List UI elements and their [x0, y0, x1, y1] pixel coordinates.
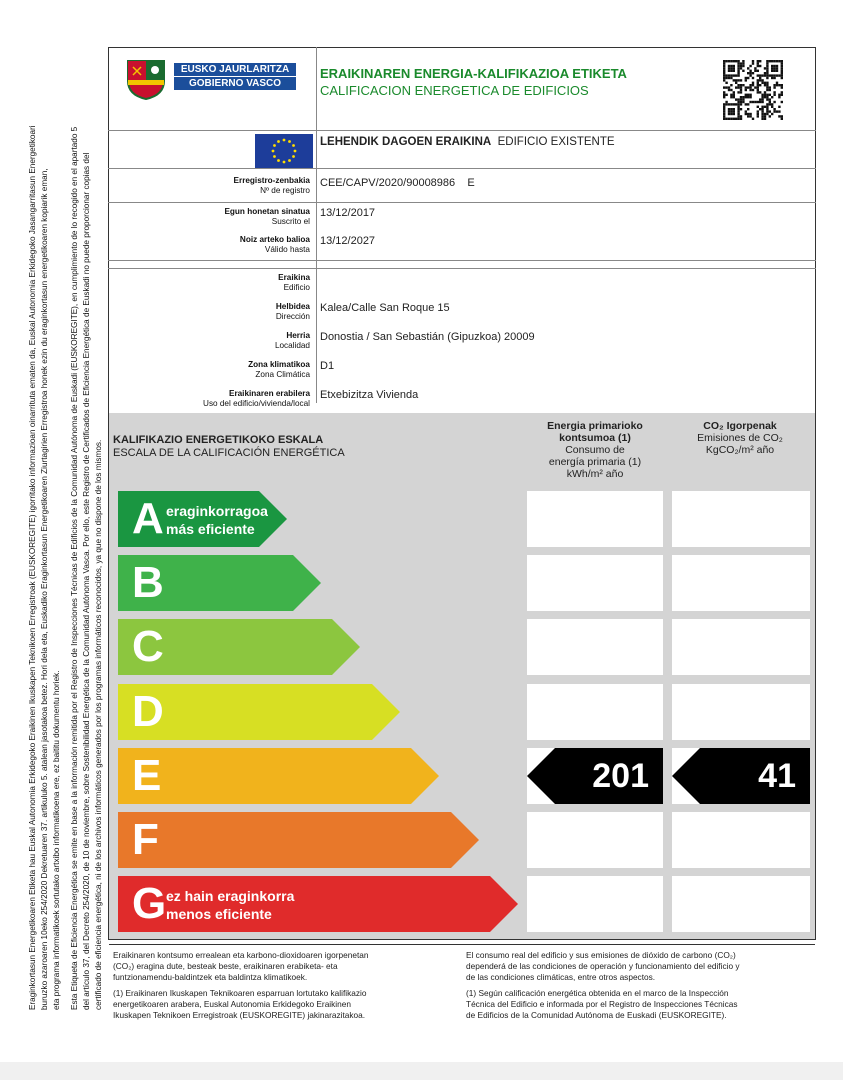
building-type-eu: LEHENDIK DAGOEN ERAIKINA — [320, 136, 492, 148]
shield-icon — [124, 57, 168, 101]
scale-bar-g — [118, 876, 518, 931]
scale-bar-f — [118, 812, 479, 867]
emissions-cell-e — [672, 748, 810, 804]
consumption-cell-g — [527, 876, 663, 932]
footer-es-line5: Técnica del Edificio e informada por el Registro de Inspecciones Técnicas — [466, 999, 738, 1009]
consumption-header-line5: kWh/m² año — [566, 468, 624, 480]
scale-letter-b: B — [132, 558, 164, 607]
scale-letter-c: C — [132, 622, 164, 671]
use-label-eu: Eraikinaren erabilera — [228, 389, 310, 398]
eu-flag-icon — [255, 134, 313, 168]
scale-letter-a: A — [132, 494, 164, 543]
divider — [108, 260, 816, 261]
climate-label-eu: Zona klimatikoa — [248, 360, 310, 369]
qr-code-icon — [719, 60, 787, 120]
bottom-strip — [0, 1062, 843, 1080]
scale-letter-g: G — [132, 879, 167, 928]
registry-label-es: Nº de registro — [260, 186, 310, 195]
scale-text-g-es: menos eficiente — [166, 906, 272, 922]
side-legal-text-eu-3: eta programa informatikoek sortutako artxibo informatikoena ere, ez baititu dokumentu horiek. — [52, 670, 61, 1010]
logo-line-2: GOBIERNO VASCO — [174, 77, 296, 90]
emissions-cell-d — [672, 684, 810, 740]
side-legal-text-eu-2: buruzko azaroaren 10eko 254/2020 Dekretuaren 37. artikuluko 5. atalean jasotakoa betez. Hori dela eta, Euskadiko Eraginkortasun Energetikoaren Ziurtagirien Erregistroa honek ezin du eraginkortasun energetikoaren kopiarik eman, — [40, 168, 49, 1010]
title-es: CALIFICACION ENERGETICA DE EDIFICIOS — [320, 83, 589, 98]
basque-government-logo — [124, 57, 300, 101]
valid-label-es: Válido hasta — [264, 245, 310, 254]
side-legal-text-es-2: del artículo 37, del Decreto 254/2020, de 10 de noviembre, sobre Sostenibilidad Energética de la Comunidad Autónoma Vasca. Por ello, este Registro de Certificados de Eficiencia Energética de Euskadi no puede proporcionar copias del — [82, 152, 91, 1010]
emissions-cell-g — [672, 876, 810, 932]
registry-value: CEE/CAPV/2020/90008986 — [320, 177, 456, 189]
column-divider — [316, 47, 317, 403]
address-label — [108, 302, 310, 324]
registry-label — [108, 176, 310, 198]
footer-es-line4: (1) Según calificación energética obtenida en el marco de la Inspección — [466, 988, 729, 998]
use-label-es: Uso del edificio/vivienda/local — [203, 399, 310, 408]
use-value: Etxebizitza Vivienda — [320, 389, 419, 401]
building-label — [108, 273, 310, 295]
locality-value: Donostia / San Sebastián (Gipuzkoa) 20009 — [320, 331, 535, 343]
emissions-cell-c — [672, 619, 810, 675]
consumption-cell-b — [527, 555, 663, 611]
scale-letter-e: E — [132, 751, 162, 800]
emissions-cell-f — [672, 812, 810, 868]
emissions-cell-a — [672, 491, 810, 547]
footer-es-line2: dependerá de las condiciones de operación y funcionamiento del edificio y — [466, 961, 740, 971]
side-legal-text-eu-1: Eraginkortasun Energetikoaren Etiketa hau Euskal Autonomia Erkidegoko Eraikinen Ikuskapen Teknikoen Erregistroak (EUSKOREGITE) igorritako informazioan oinarrituta ematen da, Euskal Autonomia Erkidegoko Jasangarritasun Energetikoari — [28, 125, 37, 1010]
side-legal-text-es-3: certificado de eficiencia energética, ni de los archivos informáticos generados por los programas informáticos reconocidos, ya que no dispone de los mismos. — [94, 439, 103, 1010]
climate-label-es: Zona Climática — [255, 370, 310, 379]
scale-bar-c — [118, 619, 360, 674]
address-label-eu: Helbidea — [275, 302, 310, 311]
consumption-cell-a — [527, 491, 663, 547]
consumption-header-line3: Consumo de — [565, 444, 625, 456]
consumption-value: 201 — [592, 757, 649, 795]
logo-line-1: EUSKO JAURLARITZA — [174, 63, 296, 76]
emissions-value: 41 — [758, 757, 796, 795]
emissions-header-line3: KgCO₂/m² año — [705, 444, 775, 456]
emissions-header-line2: Emisiones de CO₂ — [697, 432, 783, 444]
signed-label-es: Suscrito el — [271, 217, 310, 226]
locality-label-es: Localidad — [274, 341, 310, 350]
registry-suffix: E — [467, 177, 475, 189]
footer-eu-line2: (CO₂) eragina dute, besteak beste, eraikinaren erabiketa- eta — [113, 961, 338, 971]
locality-label-eu: Herria — [286, 331, 310, 340]
emissions-header — [670, 420, 810, 456]
scale-text-a-es: más eficiente — [166, 521, 255, 537]
scale-letter-f: F — [132, 815, 159, 864]
scale-bar-d — [118, 684, 400, 739]
consumption-header-line1: Energia primarioko — [547, 420, 643, 432]
footer-es-line6: de Edificios de la Comunidad Autónoma de Euskadi (EUSKOREGITE). — [466, 1010, 727, 1020]
registry-number — [320, 177, 475, 189]
consumption-cell-e — [527, 748, 663, 804]
footer-eu-line4: (1) Eraikinaren Ikuskapen Teknikoaren esparruan lortutako kalifikazio — [113, 988, 367, 998]
valid-date: 13/12/2027 — [320, 235, 376, 247]
building-type — [320, 136, 615, 148]
footer-es-line1: El consumo real del edificio y sus emisiones de dióxido de carbono (CO₂) — [466, 950, 736, 960]
divider — [108, 202, 816, 203]
scale-bar-a — [118, 491, 287, 546]
locality-label — [108, 331, 310, 353]
footer-eu-line5: energetikoaren arabera, Euskal Autonomia Erkidegoko Eraikinen — [113, 999, 351, 1009]
climate-value: D1 — [320, 360, 335, 372]
building-label-es: Edificio — [283, 283, 310, 292]
scale-bar-e — [118, 748, 439, 803]
scale-text-a-eu: eraginkorragoa — [166, 503, 268, 519]
climate-label — [108, 360, 310, 382]
scale-title-eu: KALIFIKAZIO ENERGETIKOKO ESKALA — [113, 434, 324, 446]
consumption-cell-f — [527, 812, 663, 868]
signed-date: 13/12/2017 — [320, 207, 376, 219]
consumption-cell-c — [527, 619, 663, 675]
footer-eu-line3: funtzionamendu-baldintzek eta baldintza klimatikoek. — [113, 972, 308, 982]
address-value: Kalea/Calle San Roque 15 — [320, 302, 450, 314]
side-legal-text-es-1: Esta Etiqueta de Eficiencia Energética se emite en base a la información remitida por el Registro de Inspecciones Técnicas de Edificios de la Comunidad Autónoma de Euskadi (EUSKOREGITE), en cumplimiento de lo recogido en el apartado 5 — [70, 126, 79, 1010]
valid-label — [108, 235, 310, 257]
building-label-eu: Eraikina — [278, 273, 310, 282]
signed-label-eu: Egun honetan sinatua — [224, 207, 310, 216]
scale-title-es: ESCALA DE LA CALIFICACIÓN ENERGÉTICA — [113, 447, 345, 459]
building-type-es: EDIFICIO EXISTENTE — [497, 136, 615, 148]
consumption-header — [527, 420, 663, 480]
emissions-cell-b — [672, 555, 810, 611]
scale-letter-d: D — [132, 687, 164, 736]
scale-bar-b — [118, 555, 321, 610]
divider — [108, 268, 816, 269]
use-label — [108, 389, 310, 411]
signed-label — [108, 207, 310, 229]
footer-eu-line1: Eraikinaren kontsumo errealean eta karbono-dioxidoaren igorpenetan — [113, 950, 369, 960]
footer-eu-line6: Ikuskapen Teknikoen Erregistroak (EUSKOREGITE) jakinarazitakoa. — [113, 1010, 366, 1020]
divider — [108, 130, 816, 131]
registry-label-eu: Erregistro-zenbakia — [233, 176, 310, 185]
footer-eu — [113, 950, 453, 1021]
divider — [108, 168, 816, 169]
scale-text-g-eu: ez hain eraginkorra — [166, 888, 295, 904]
valid-label-eu: Noiz arteko balioa — [239, 235, 310, 244]
footer-divider — [109, 944, 815, 945]
consumption-header-line4: energía primaria (1) — [548, 456, 642, 468]
emissions-header-line1: CO₂ Igorpenak — [703, 420, 777, 432]
title-eu: ERAIKINAREN ENERGIA-KALIFIKAZIOA ETIKETA — [320, 66, 627, 81]
consumption-header-line2: kontsumoa (1) — [559, 432, 631, 444]
address-label-es: Dirección — [275, 312, 310, 321]
footer-es-line3: de las condiciones climáticas, entre otros aspectos. — [466, 972, 656, 982]
footer-es — [466, 950, 811, 1021]
consumption-cell-d — [527, 684, 663, 740]
